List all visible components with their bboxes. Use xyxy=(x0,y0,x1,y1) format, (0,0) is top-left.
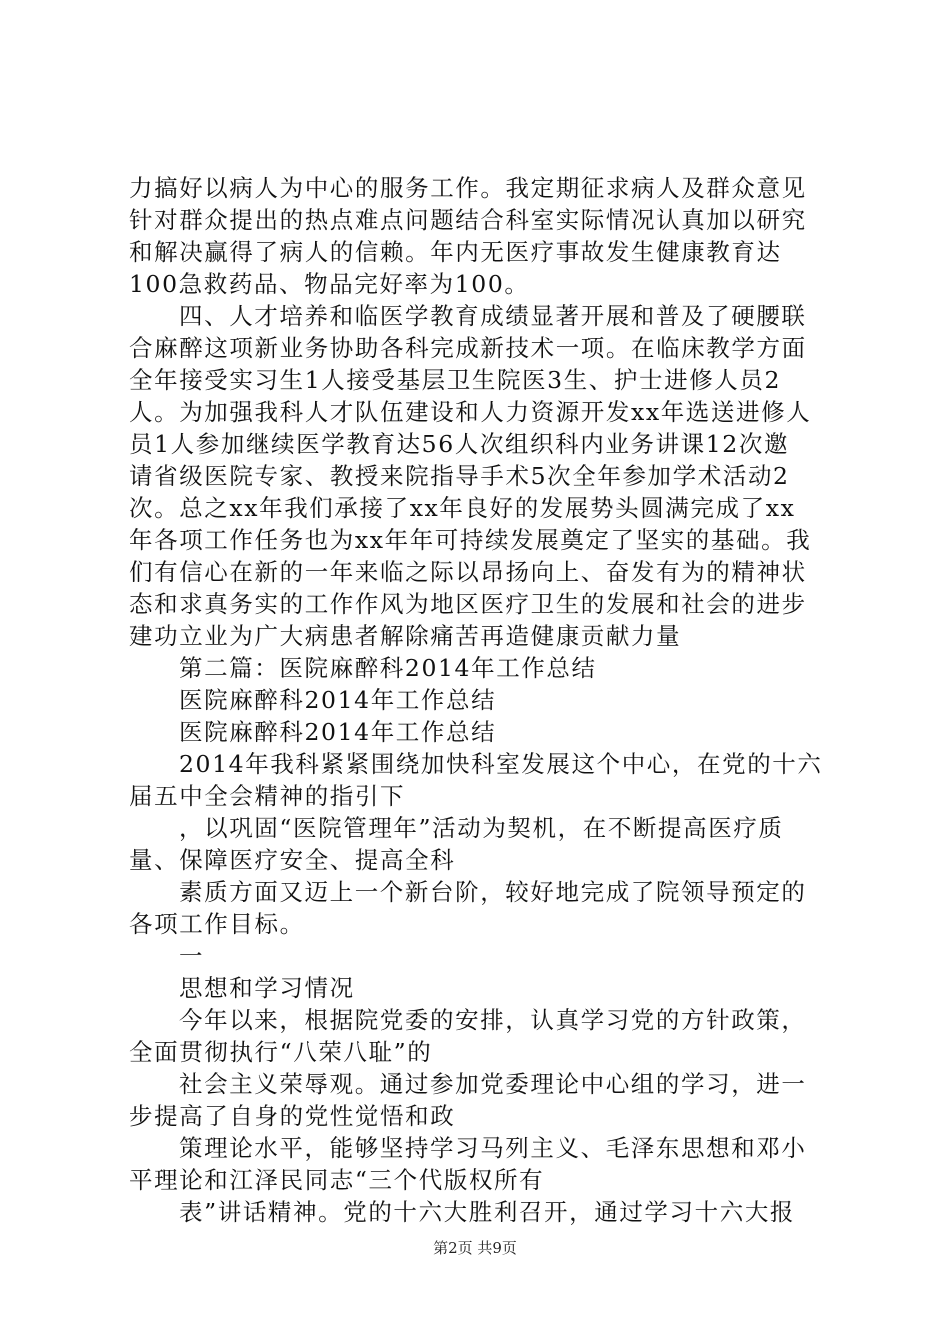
text-line: ，以巩固“医院管理年”活动为契机，在不断提高医疗质 xyxy=(179,814,784,842)
text-line: 策理论水平，能够坚持学习马列主义、毛泽东思想和邓小 xyxy=(179,1134,807,1162)
section-heading: 第二篇：医院麻醉科2014年工作总结 xyxy=(179,654,597,682)
section-title: 医院麻醉科2014年工作总结 xyxy=(179,686,497,714)
text-line: 各项工作目标。 xyxy=(129,910,305,938)
section-title: 医院麻醉科2014年工作总结 xyxy=(179,718,497,746)
text-line: 表”讲话精神。党的十六大胜利召开，通过学习十六大报 xyxy=(179,1198,796,1226)
text-line: 建功立业为广大病患者解除痛苦再造健康贡献力量 xyxy=(129,622,682,650)
text-line: 次。总之xx年我们承接了xx年良好的发展势头圆满完成了xx xyxy=(129,494,796,522)
text-line: 社会主义荣辱观。通过参加党委理论中心组的学习，进一 xyxy=(179,1070,807,1098)
text-line: 们有信心在新的一年来临之际以昂扬向上、奋发有为的精神状 xyxy=(129,558,807,586)
text-line: 量、保障医疗安全、提高全科 xyxy=(129,846,456,874)
text-line: 步提高了自身的党性觉悟和政 xyxy=(129,1102,456,1130)
text-line: 素质方面又迈上一个新台阶，较好地完成了院领导预定的 xyxy=(179,878,807,906)
page-number-footer: 第2页 共9页 xyxy=(433,1239,517,1257)
text-line: 针对群众提出的热点难点问题结合科室实际情况认真加以研究 xyxy=(129,206,807,234)
text-line: 平理论和江泽民同志“三个代版权所有 xyxy=(129,1166,545,1194)
text-line: 员1人参加继续医学教育达56人次组织科内业务讲课12次邀 xyxy=(129,430,790,458)
text-line: 全年接受实习生1人接受基层卫生院医3生、护士进修人员2 xyxy=(129,366,782,394)
document-body xyxy=(129,172,833,1228)
section-number: 一 xyxy=(179,942,205,970)
text-line: 人。为加强我科人才队伍建设和人力资源开发xx年选送进修人 xyxy=(129,398,812,426)
text-line: 请省级医院专家、教授来院指导手术5次全年参加学术活动2 xyxy=(129,462,790,490)
text-line: 四、人才培养和临医学教育成绩显著开展和普及了硬腰联 xyxy=(179,302,807,330)
section-heading: 思想和学习情况 xyxy=(179,974,355,1002)
text-line: 2014年我科紧紧围绕加快科室发展这个中心，在党的十六 xyxy=(179,750,823,778)
text-line: 态和求真务实的工作作风为地区医疗卫生的发展和社会的进步 xyxy=(129,590,807,618)
text-line: 全面贯彻执行“八荣八耻”的 xyxy=(129,1038,433,1066)
text-line: 年各项工作任务也为xx年年可持续发展奠定了坚实的基础。我 xyxy=(129,526,812,554)
text-line: 合麻醉这项新业务协助各科完成新技术一项。在临床教学方面 xyxy=(129,334,807,362)
text-line: 今年以来，根据院党委的安排，认真学习党的方针政策， xyxy=(179,1006,807,1034)
text-line: 100急救药品、物品完好率为100。 xyxy=(129,270,530,298)
text-line: 和解决赢得了病人的信赖。年内无医疗事故发生健康教育达 xyxy=(129,238,782,266)
text-line: 力搞好以病人为中心的服务工作。我定期征求病人及群众意见 xyxy=(129,174,807,202)
text-line: 届五中全会精神的指引下 xyxy=(129,782,406,810)
